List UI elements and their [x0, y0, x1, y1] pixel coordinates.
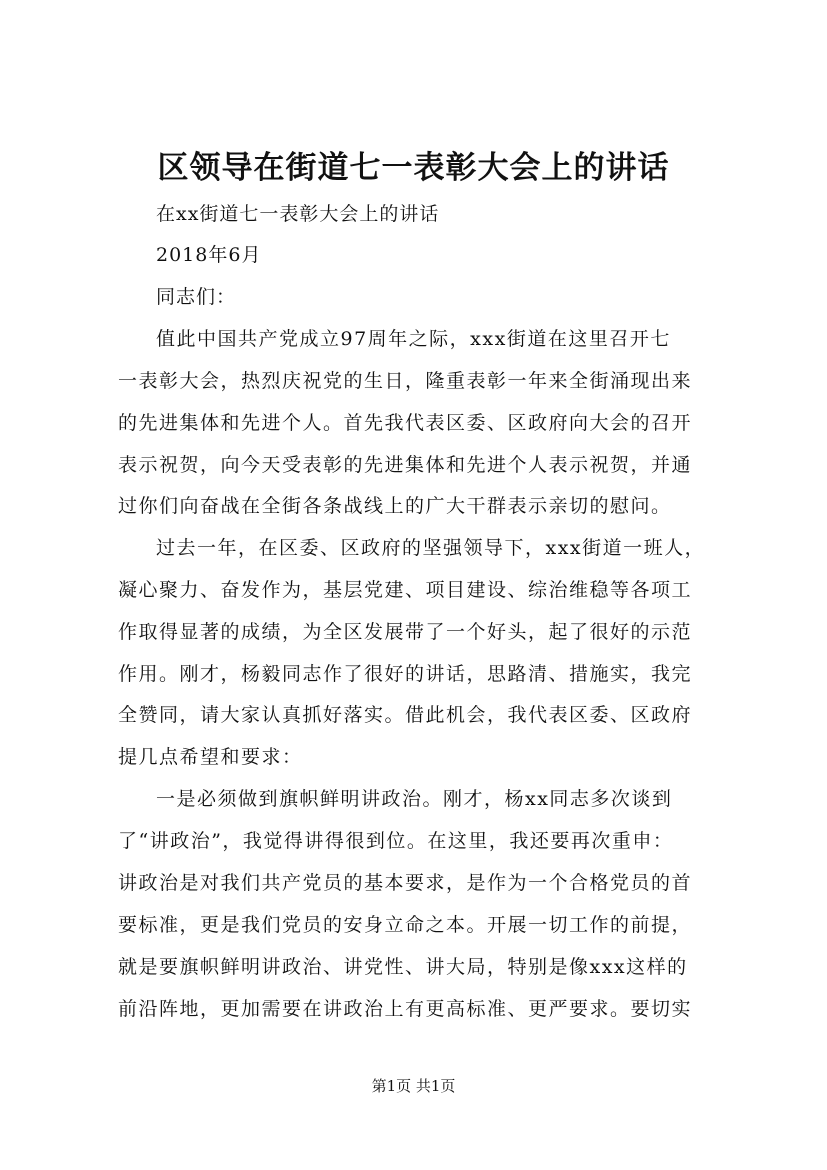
- paragraph-line: 讲政治是对我们共产党员的基本要求，是作为一个合格党员的首: [118, 872, 693, 894]
- paragraph-line: 提几点希望和要求：: [118, 746, 303, 768]
- paragraph-line: 过你们向奋战在全街各条战线上的广大干群表示亲切的慰问。: [118, 495, 672, 517]
- paragraph-line: 过去一年，在区委、区政府的坚强领导下，xxx街道一班人，: [156, 537, 706, 559]
- paragraph-line: 了“讲政治”，我觉得讲得很到位。在这里，我还要再次重申：: [118, 830, 674, 852]
- paragraph-line: 全赞同，请大家认真抓好落实。借此机会，我代表区委、区政府: [118, 704, 693, 726]
- paragraph-line: 凝心聚力、奋发作为，基层党建、项目建设、综治维稳等各项工: [118, 579, 693, 601]
- paragraph-line: 的先进集体和先进个人。首先我代表区委、区政府向大会的召开: [118, 412, 693, 434]
- paragraph-line: 作取得显著的成绩，为全区发展带了一个好头，起了很好的示范: [118, 621, 693, 643]
- paragraph-line: 一表彰大会，热烈庆祝党的生日，隆重表彰一年来全街涌现出来: [118, 370, 693, 392]
- document-date: 2018年6月: [156, 244, 262, 266]
- document-subtitle: 在xx街道七一表彰大会上的讲话: [156, 203, 440, 225]
- paragraph-line: 一是必须做到旗帜鲜明讲政治。刚才，杨xx同志多次谈到: [156, 788, 673, 810]
- paragraph-line: 值此中国共产党成立97周年之际，xxx街道在这里召开七: [156, 328, 671, 350]
- page-footer: 第1页 共1页: [371, 1077, 456, 1095]
- document-title: 区领导在街道七一表彰大会上的讲话: [157, 150, 670, 186]
- salutation: 同志们：: [156, 286, 237, 308]
- paragraph-line: 作用。刚才，杨毅同志作了很好的讲话，思路清、措施实，我完: [118, 663, 693, 685]
- paragraph-line: 要标准，更是我们党员的安身立命之本。开展一切工作的前提，: [118, 914, 693, 936]
- paragraph-line: 表示祝贺，向今天受表彰的先进集体和先进个人表示祝贺，并通: [118, 454, 693, 476]
- paragraph-line: 就是要旗帜鲜明讲政治、讲党性、讲大局，特别是像xxx这样的: [118, 956, 688, 978]
- paragraph-line: 前沿阵地，更加需要在讲政治上有更高标准、更严要求。要切实: [118, 998, 693, 1020]
